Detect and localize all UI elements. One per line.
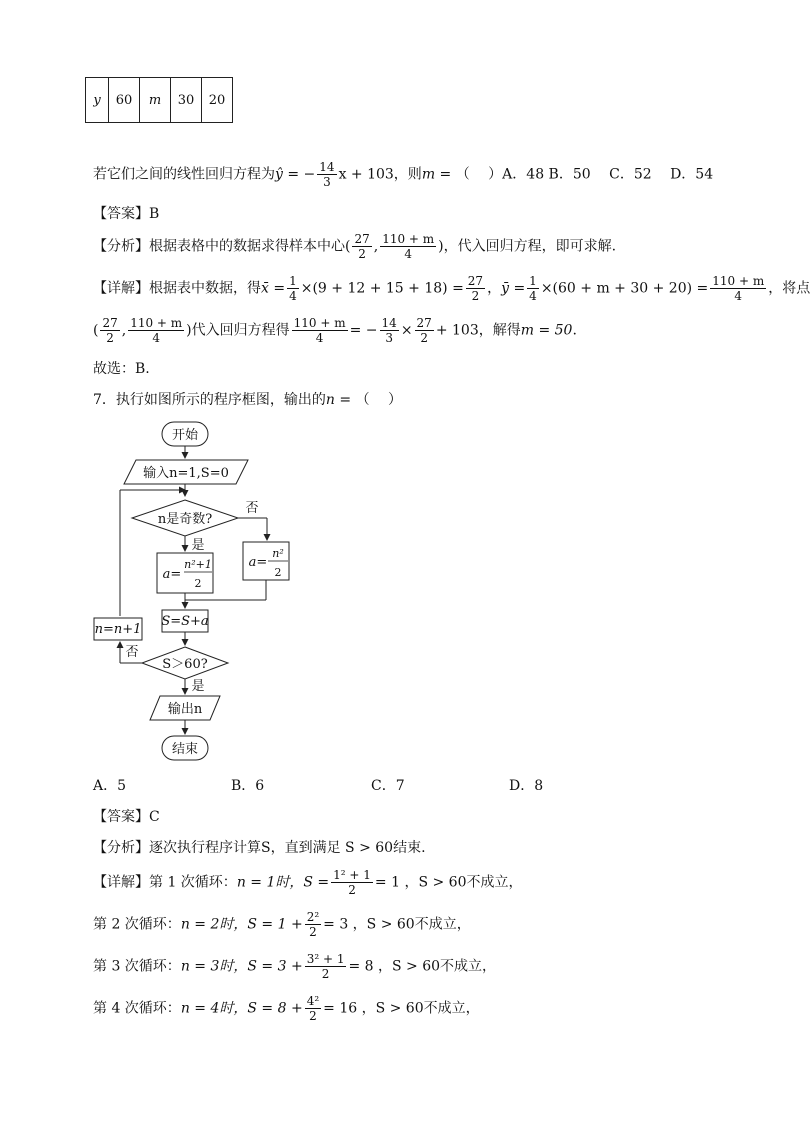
analysis-text: 根据表格中的数据求得样本中心( (149, 238, 351, 255)
numerator: 4² (306, 994, 320, 1008)
flow-odd-den: 2 (194, 577, 202, 590)
loop-pre: 第 1 次循环： (149, 874, 237, 891)
numerator: 1 (289, 274, 297, 288)
loop-pre: 第 4 次循环： (93, 1000, 181, 1017)
denominator: 2 (321, 967, 330, 981)
flow-cond1-label: n是奇数? (157, 512, 213, 527)
q6-stem (93, 160, 713, 189)
loop-post: = 16 ，S > 60不成立， (323, 1000, 480, 1017)
data-table (85, 77, 233, 123)
analysis-label: 【分析】 (93, 840, 149, 856)
q6-var: m (421, 166, 436, 183)
fraction (292, 316, 348, 345)
denominator: 4 (529, 289, 537, 303)
numerator: 110 + m (130, 316, 183, 330)
fraction (415, 316, 434, 345)
q6-analysis: 【分析】根据表格中的数据求得样本中心( $\frac{27}{2}$ , $\frac{110 + m}{4}$ )，代入回归方程，即可求解. (93, 232, 617, 261)
flow-even-left: a= (248, 555, 268, 570)
q7-loop-line (93, 952, 496, 981)
table-cell: m (140, 78, 171, 123)
loop-cond: n = 2时， (180, 916, 248, 933)
numerator: 27 (467, 274, 484, 288)
detail-label: 【详解】 (93, 874, 149, 891)
ybar: ȳ = (501, 280, 526, 297)
flow-sum-label: S=S+a (161, 614, 209, 629)
flow-end-label: 结束 (171, 742, 199, 757)
analysis-text-post: )，代入回归方程，即可求解. (438, 238, 617, 255)
q6-detail-line2: ( $\frac{27}{2}$ , $\frac{110 + m}{4}$ )代入回归方程得 $\frac{110 + m}{4}$ = − $\frac{14}{3}$ × $\frac{27}{2}$ + 103，解得m = 50. (93, 316, 577, 345)
flow-start-label: 开始 (171, 428, 199, 443)
fraction (527, 274, 539, 303)
denominator: 4 (734, 289, 743, 303)
fraction (331, 868, 373, 897)
table-cell: 30 (171, 78, 202, 123)
fraction (317, 160, 336, 189)
loop-pre: 第 2 次循环： (93, 916, 181, 933)
numerator: 14 (319, 160, 335, 174)
loop-post: = 1 ，S > 60不成立， (374, 874, 523, 891)
q7-analysis (93, 837, 426, 857)
loop-post: = 3 ，S > 60不成立， (323, 916, 471, 933)
q7-stem-text: 7．执行如图所示的程序框图，输出的 (93, 392, 326, 408)
detail-label: 【详解】 (93, 280, 149, 297)
fraction (710, 274, 766, 303)
detail-text: 根据表中数据，得 (149, 280, 261, 297)
q7-option-c: C．7 (371, 778, 405, 794)
q7-var: n (325, 392, 335, 408)
loop-post: = 8 ，S > 60不成立， (348, 958, 497, 975)
q6-answer (93, 203, 159, 223)
fraction (128, 316, 184, 345)
loop-cond: n = 4时， (180, 1000, 248, 1017)
denominator: 4 (315, 331, 324, 345)
numerator: 1 (529, 274, 537, 288)
q7-option-b: B．6 (231, 778, 265, 794)
q7-stem-post: = （ ） (334, 392, 403, 408)
fraction (305, 952, 347, 981)
q6-stem-text: 若它们之间的线性回归方程为 (93, 166, 275, 183)
numerator: 27 (102, 316, 118, 330)
numerator: 27 (416, 316, 432, 330)
analysis-label: 【分析】 (93, 238, 149, 255)
table-row (86, 78, 233, 123)
flow-no2-label: 否 (125, 645, 139, 660)
fraction (100, 316, 119, 345)
q6-eq-post: x + 103，则 (338, 166, 422, 183)
denominator: 2 (420, 331, 428, 345)
denominator: 2 (309, 1009, 317, 1023)
q6-eq: ŷ = − (275, 166, 316, 183)
detail-text: ，将点 (768, 280, 810, 297)
answer-label: 【答案】 (93, 809, 149, 825)
fraction (380, 316, 399, 345)
table-cell: 20 (202, 78, 233, 123)
loop-cond: n = 1时， (236, 874, 304, 891)
denominator: 4 (404, 247, 412, 261)
numerator: 110 + m (382, 232, 435, 246)
flow-odd-left: a= (162, 567, 182, 582)
q7-option-d: D．8 (509, 778, 544, 794)
loop-pre: 第 3 次循环： (93, 958, 181, 975)
denominator: 2 (358, 247, 366, 261)
flow-no1-label: 否 (245, 501, 259, 516)
q7-answer (93, 806, 160, 826)
numerator: 110 + m (712, 274, 765, 288)
detail-text: . (572, 322, 577, 339)
answer-value: B (149, 206, 160, 222)
detail-text: ， (487, 280, 502, 297)
flow-even-num: n² (272, 547, 284, 560)
denominator: 2 (348, 883, 356, 897)
flow-inc-label: n=n+1 (94, 622, 142, 637)
numerator: 27 (354, 232, 370, 246)
detail-text: × (400, 322, 413, 339)
flow-yes2-label: 是 (191, 679, 205, 694)
table-cell: y (86, 78, 109, 123)
fraction (466, 274, 485, 303)
flow-output-label: 输出n (167, 702, 203, 717)
numerator: 2² (306, 910, 320, 924)
numerator: 110 + m (293, 316, 346, 330)
denominator: 2 (471, 289, 480, 303)
detail-text: ×(9 + 12 + 15 + 18) = (300, 280, 464, 297)
denominator: 3 (323, 175, 331, 189)
fraction (305, 910, 321, 939)
q7-stem (93, 389, 402, 409)
fraction (305, 994, 321, 1023)
flow-odd-num: n²+1 (184, 558, 212, 571)
answer-label: 【答案】 (93, 206, 149, 222)
loop-expr: S = 1 + (247, 916, 303, 933)
fraction (287, 274, 299, 303)
denominator: 2 (106, 331, 114, 345)
q7-loop-line (93, 910, 471, 939)
denominator: 2 (309, 925, 317, 939)
numerator: 3² + 1 (306, 952, 345, 966)
q6-detail-line1 (93, 274, 810, 303)
q6-options: = （ ）A．48 B．50 C．52 D．54 (435, 166, 714, 183)
detail-text: ×(60 + m + 30 + 20) = (540, 280, 709, 297)
denominator: 4 (289, 289, 297, 303)
q7-loop-line (93, 994, 480, 1023)
detail-result: m = 50 (520, 322, 573, 339)
xbar: x̄ = (261, 280, 286, 297)
fraction (352, 232, 371, 261)
q6-conclusion: 故选：B. (93, 361, 150, 377)
loop-expr: S = (303, 874, 330, 891)
detail-text: + 103，解得 (435, 322, 521, 339)
answer-value: C (149, 809, 160, 825)
flow-input-label: 输入n=1,S=0 (143, 466, 229, 481)
flow-yes1-label: 是 (191, 538, 205, 553)
detail-text: 代入回归方程得 (191, 322, 290, 339)
loop-expr: S = 3 + (247, 958, 303, 975)
fraction (380, 232, 436, 261)
numerator: 14 (381, 316, 397, 330)
analysis-text: 逐次执行程序计算S，直到满足 S > 60结束. (149, 840, 426, 856)
flow-even-den: 2 (274, 566, 282, 579)
loop-cond: n = 3时， (180, 958, 248, 975)
table-cell: 60 (109, 78, 140, 123)
q7-loop-line (93, 868, 523, 897)
numerator: 1² + 1 (333, 868, 371, 882)
flowchart (80, 418, 320, 768)
denominator: 4 (152, 331, 160, 345)
denominator: 3 (385, 331, 393, 345)
flow-cond2-label: S＞60? (162, 657, 208, 672)
loop-expr: S = 8 + (247, 1000, 303, 1017)
q7-option-a: A．5 (93, 778, 127, 794)
detail-text: = − (349, 322, 378, 339)
